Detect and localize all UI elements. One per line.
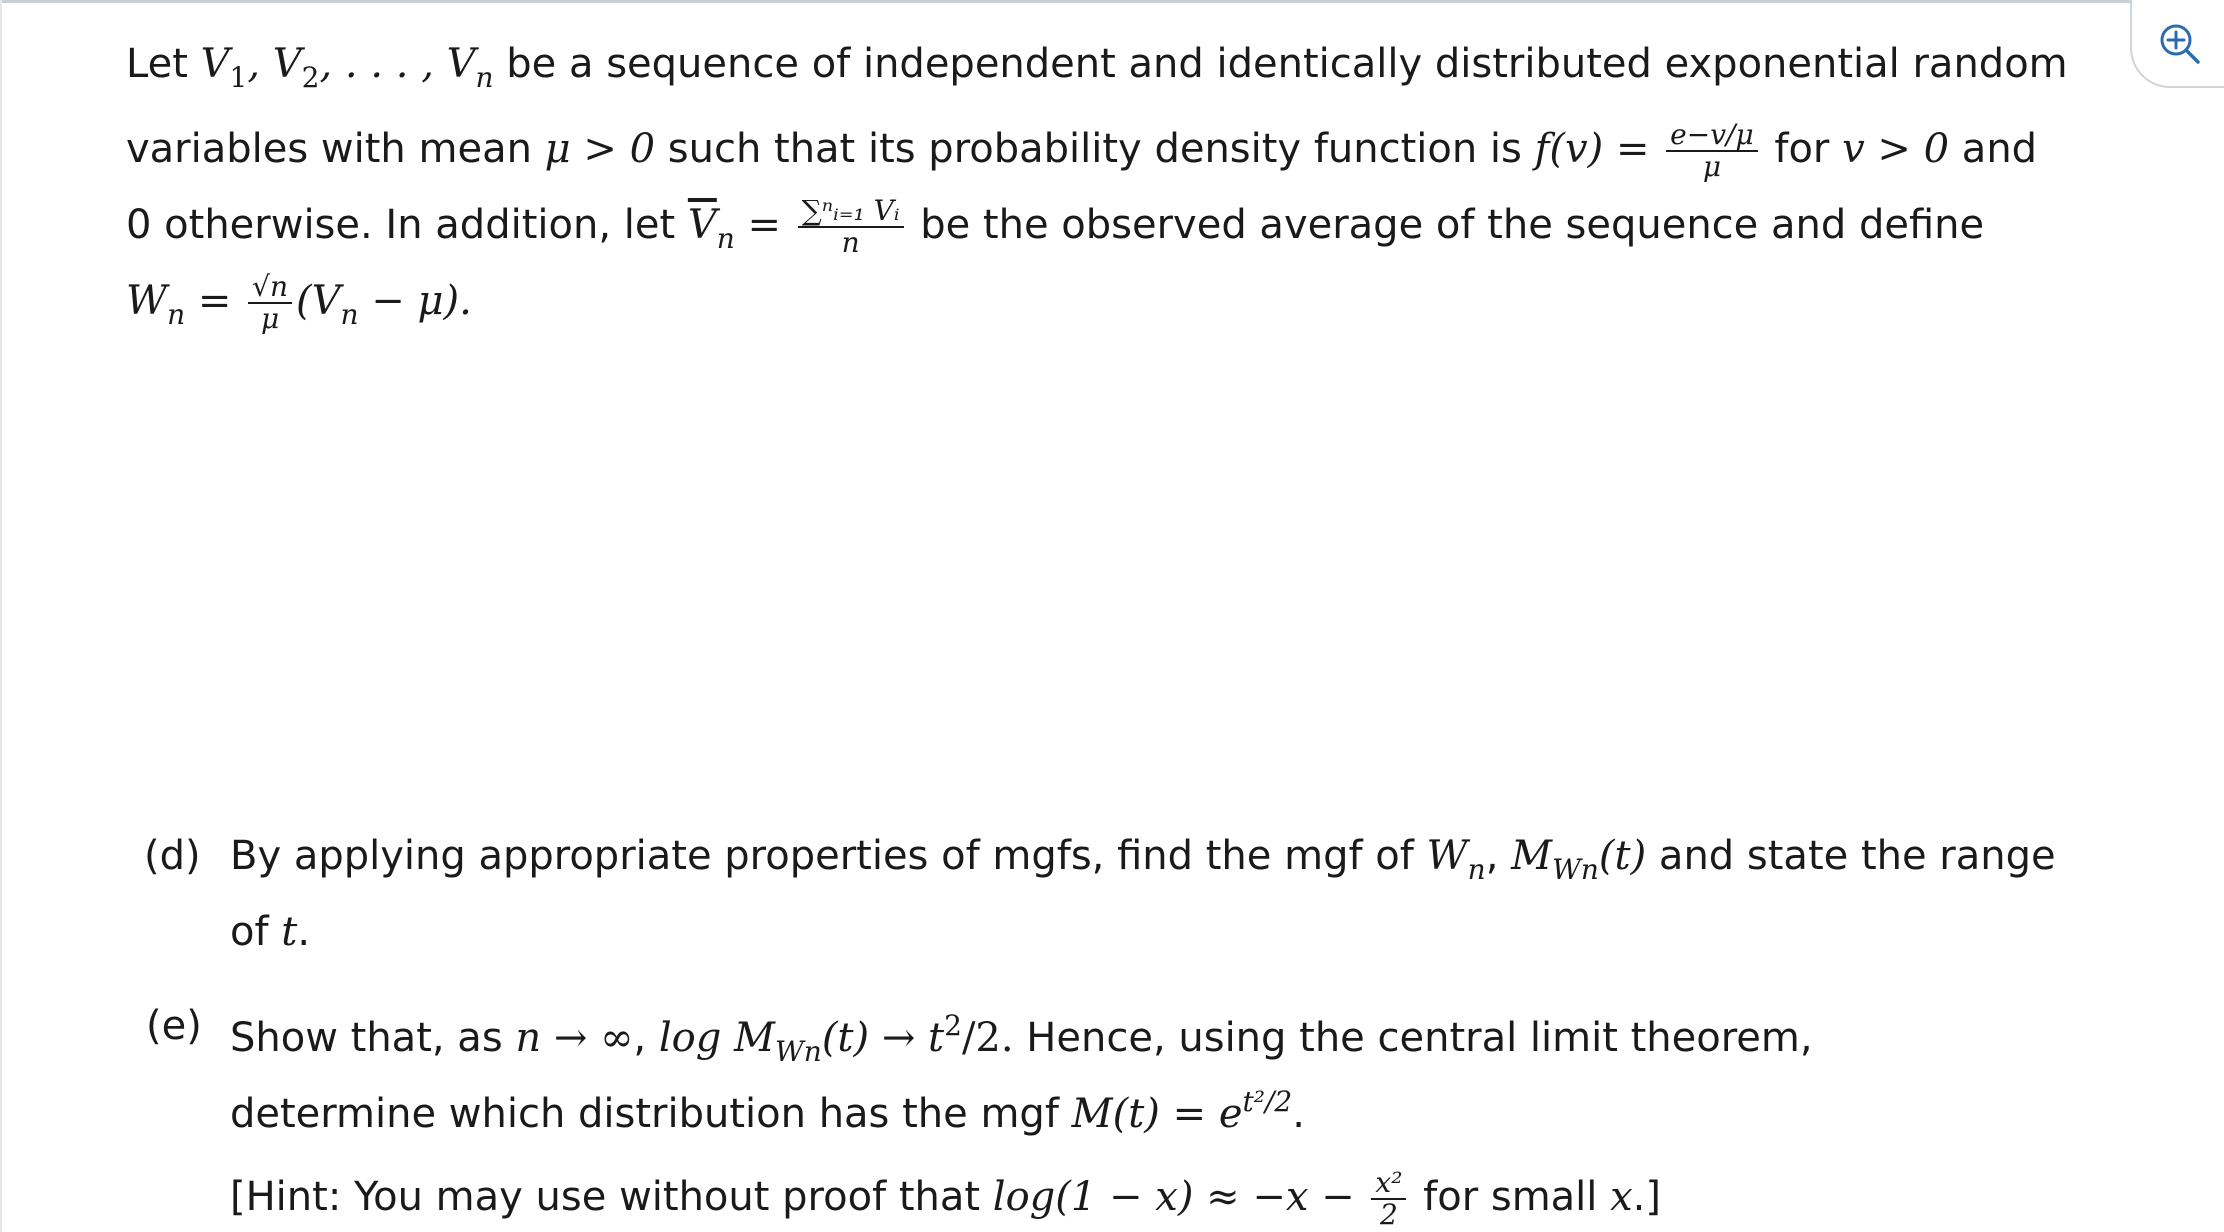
text: By applying appropriate properties of mgfs, find the mgf of xyxy=(230,833,1427,879)
math: M(t) = e xyxy=(1071,1091,1243,1137)
subscript: n xyxy=(716,222,735,255)
text: for small xyxy=(1410,1174,1611,1220)
intro-line-3 xyxy=(126,196,1984,259)
math: (t) → t xyxy=(821,1015,945,1061)
math: = xyxy=(185,278,245,324)
math: W xyxy=(126,278,168,324)
fraction-numerator: √n xyxy=(248,272,292,304)
math: x xyxy=(1610,1174,1633,1220)
text: such that its probability density function is xyxy=(655,126,1535,172)
math: μ > 0 xyxy=(544,126,656,172)
math: (t) xyxy=(1598,833,1647,879)
text: determine which distribution has the mgf xyxy=(230,1091,1072,1137)
math: V xyxy=(200,41,230,87)
math: = xyxy=(734,202,794,248)
subscript: n xyxy=(167,298,186,331)
intro-line-2 xyxy=(126,120,2037,182)
zoom-button[interactable] xyxy=(2130,0,2224,88)
text: Show that, as xyxy=(230,1015,516,1061)
text: and xyxy=(1949,126,2038,172)
text: 0 otherwise. In addition, let xyxy=(126,202,688,248)
part-e-label: (e) xyxy=(146,1003,202,1049)
math: M xyxy=(1511,833,1553,879)
fraction-denominator: n xyxy=(841,226,860,259)
intro-line-4 xyxy=(126,272,472,335)
fraction-denominator: 2 xyxy=(1380,1198,1398,1231)
math: log(1 − x) ≈ −x − xyxy=(992,1174,1368,1220)
part-d-line-2 xyxy=(230,909,311,955)
hint-fraction xyxy=(1371,1168,1406,1230)
math: t xyxy=(281,909,298,955)
intro-line-1 xyxy=(126,41,2068,98)
math: v > 0 xyxy=(1842,126,1950,172)
math: − μ). xyxy=(358,278,472,324)
pdf-fraction xyxy=(1666,120,1757,182)
superscript: 2 xyxy=(944,1009,962,1042)
text: , xyxy=(633,1015,659,1061)
fraction-denominator: μ xyxy=(1702,150,1722,183)
part-d-line-1 xyxy=(230,833,2056,890)
subscript: 2 xyxy=(301,61,320,94)
part-e-line-1 xyxy=(230,1006,1813,1072)
average-fraction xyxy=(798,196,904,258)
text: be a sequence of independent and identically distributed exponential random xyxy=(493,41,2068,87)
part-d-label: (d) xyxy=(144,833,201,879)
fraction-numerator: x² xyxy=(1371,1168,1406,1200)
w-fraction xyxy=(248,272,292,334)
text: Hence, using the central limit theorem, xyxy=(1013,1015,1813,1061)
text: Let xyxy=(126,41,201,87)
subscript: 1 xyxy=(229,61,248,94)
zoom-in-icon xyxy=(2156,20,2204,68)
left-border xyxy=(0,0,2,1232)
text: . xyxy=(1292,1091,1305,1137)
text: and state the range xyxy=(1646,833,2056,879)
subscript: Wn xyxy=(775,1035,822,1068)
superscript: t²/2 xyxy=(1242,1085,1293,1118)
math: log M xyxy=(658,1015,775,1061)
math: , . . . , V xyxy=(319,41,476,87)
text: of xyxy=(230,909,282,955)
text: variables with mean xyxy=(126,126,545,172)
math: f(v) = xyxy=(1534,126,1663,172)
math: n → ∞ xyxy=(515,1015,634,1061)
subscript: n xyxy=(340,298,359,331)
text: .] xyxy=(1632,1174,1661,1220)
text: . xyxy=(297,909,311,955)
part-e-hint xyxy=(230,1168,1661,1230)
math: /2. xyxy=(961,1015,1014,1061)
part-e-line-2 xyxy=(230,1082,1305,1137)
fraction-denominator: μ xyxy=(260,302,280,335)
fraction-numerator: ∑ⁿᵢ₌₁ Vᵢ xyxy=(798,196,904,228)
text: , xyxy=(1485,833,1512,879)
subscript: n xyxy=(475,61,494,94)
text: for xyxy=(1761,126,1843,172)
math: (V xyxy=(296,278,341,324)
subscript: n xyxy=(1467,853,1486,886)
math: , V xyxy=(247,41,302,87)
top-border xyxy=(0,0,2140,3)
text: [Hint: You may use without proof that xyxy=(230,1174,993,1220)
math: W xyxy=(1426,833,1468,879)
math: $\overline{V}$ xyxy=(687,202,717,248)
subscript: Wn xyxy=(1552,853,1599,886)
fraction-numerator: e−v/μ xyxy=(1666,120,1757,152)
text: be the observed average of the sequence and define xyxy=(907,202,1985,248)
